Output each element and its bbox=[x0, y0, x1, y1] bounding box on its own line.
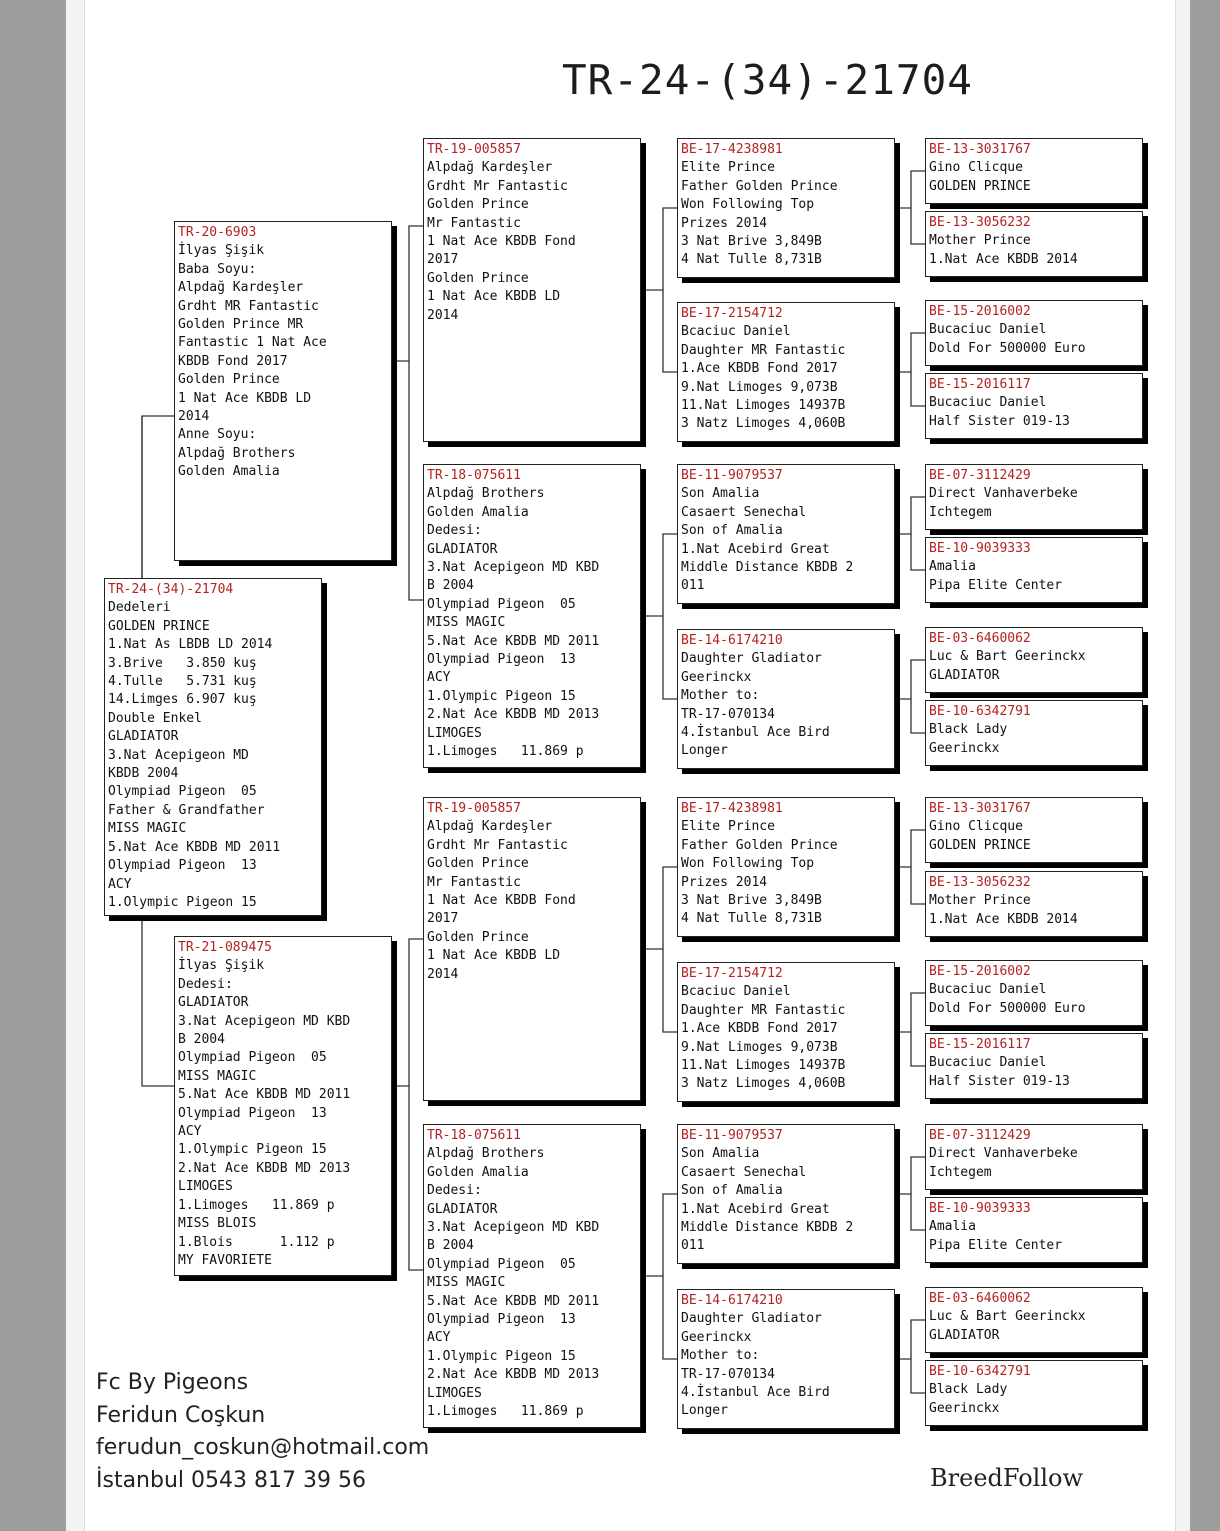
pedigree-line: Son of Amalia bbox=[681, 523, 783, 539]
pedigree-line: GLADIATOR bbox=[427, 1201, 498, 1217]
pedigree-line: MISS MAGIC bbox=[427, 1275, 506, 1291]
pedigree-card bbox=[925, 700, 1143, 766]
pedigree-line: Anne Soyu: bbox=[178, 427, 257, 443]
pedigree-line: 3.Nat Acepigeon MD bbox=[108, 747, 249, 763]
pedigree-line: Pipa Elite Center bbox=[929, 1237, 1063, 1253]
pedigree-line: Direct Vanhaverbeke bbox=[929, 486, 1078, 502]
ring-number: BE-11-9079537 bbox=[681, 1128, 783, 1143]
ring-number: BE-17-2154712 bbox=[681, 306, 783, 321]
pedigree-line: MISS MAGIC bbox=[427, 615, 506, 631]
pedigree-line: KBDB 2004 bbox=[108, 766, 179, 782]
ring-number: BE-03-6460062 bbox=[929, 1291, 1031, 1306]
page-title: TR-24-(34)-21704 bbox=[562, 56, 973, 104]
pedigree-line: 3 Natz Limoges 4,060B bbox=[681, 1076, 846, 1092]
pedigree-line: Father Golden Prince bbox=[681, 837, 838, 853]
pedigree-line: Mr Fantastic bbox=[427, 874, 521, 890]
pedigree-line: Bucaciuc Daniel bbox=[929, 1055, 1047, 1071]
pedigree-line: Alpdağ Brothers bbox=[427, 1146, 545, 1162]
ring-number: TR-20-6903 bbox=[178, 225, 257, 240]
pedigree-line: Daughter Gladiator bbox=[681, 1311, 822, 1327]
pedigree-card bbox=[925, 1360, 1143, 1426]
pedigree-line: 1.Ace KBDB Fond 2017 bbox=[681, 1021, 838, 1037]
pedigree-card bbox=[925, 464, 1143, 530]
pedigree-line: TR-17-070134 bbox=[681, 706, 775, 722]
pedigree-line: Golden Amalia bbox=[178, 464, 280, 480]
pedigree-line: Won Following Top bbox=[681, 197, 815, 213]
ring-number: BE-07-3112429 bbox=[929, 468, 1031, 483]
pedigree-line: Geerinckx bbox=[681, 1329, 752, 1345]
pedigree-line: Mother to: bbox=[681, 1348, 760, 1364]
pedigree-line: Mother Prince bbox=[929, 233, 1031, 249]
pedigree-line: Dedesi: bbox=[427, 523, 482, 539]
ring-number: BE-17-4238981 bbox=[681, 142, 783, 157]
pedigree-line: Olympiad Pigeon 13 bbox=[178, 1105, 327, 1121]
pedigree-card bbox=[677, 1289, 895, 1429]
pedigree-line: 9.Nat Limoges 9,073B bbox=[681, 1039, 838, 1055]
ring-number: BE-13-3056232 bbox=[929, 875, 1031, 890]
pedigree-line: 4.İstanbul Ace Bird bbox=[681, 725, 830, 741]
ring-number: BE-15-2016002 bbox=[929, 304, 1031, 319]
pedigree-line: 011 bbox=[681, 1238, 705, 1254]
pedigree-line: 1 Nat Ace KBDB LD bbox=[427, 289, 561, 305]
pedigree-line: KBDB Fond 2017 bbox=[178, 353, 288, 369]
ring-number: BE-17-4238981 bbox=[681, 801, 783, 816]
pedigree-card bbox=[677, 138, 895, 278]
pedigree-line: Amalia bbox=[929, 1219, 976, 1235]
pedigree-card bbox=[423, 138, 641, 442]
credit-name: Feridun Coşkun bbox=[96, 1402, 266, 1428]
pedigree-card bbox=[174, 221, 392, 561]
ring-number: TR-19-005857 bbox=[427, 801, 521, 816]
ring-number: BE-10-9039333 bbox=[929, 1201, 1031, 1216]
pedigree-line: GOLDEN PRINCE bbox=[929, 178, 1031, 194]
connector-line bbox=[911, 993, 925, 1066]
pedigree-line: Black Lady bbox=[929, 1382, 1008, 1398]
pedigree-line: B 2004 bbox=[427, 578, 474, 594]
pedigree-line: 3.Nat Acepigeon MD KBD bbox=[427, 1220, 600, 1236]
pedigree-line: Son Amalia bbox=[681, 486, 760, 502]
ring-number: BE-17-2154712 bbox=[681, 966, 783, 981]
pedigree-line: 3 Nat Brive 3,849B bbox=[681, 234, 822, 250]
pedigree-line: 3.Nat Acepigeon MD KBD bbox=[427, 560, 600, 576]
breedfollow-logo: BreedFollow bbox=[930, 1464, 1084, 1492]
pedigree-line: Gino Clicque bbox=[929, 819, 1023, 835]
pedigree-line: Alpdağ Kardeşler bbox=[427, 819, 553, 835]
pedigree-line: 2.Nat Ace KBDB MD 2013 bbox=[427, 1367, 600, 1383]
pedigree-line: 1.Nat As LBDB LD 2014 bbox=[108, 637, 273, 653]
pedigree-line: Alpdağ Brothers bbox=[178, 445, 296, 461]
pedigree-line: 11.Nat Limoges 14937B bbox=[681, 1058, 846, 1074]
pedigree-line: 4 Nat Tulle 8,731B bbox=[681, 911, 822, 927]
pedigree-line: TR-17-070134 bbox=[681, 1366, 775, 1382]
pedigree-line: 1 Nat Ace KBDB Fond bbox=[427, 893, 576, 909]
pedigree-card bbox=[423, 464, 641, 768]
pedigree-line: Dold For 500000 Euro bbox=[929, 340, 1086, 356]
pedigree-line: MISS MAGIC bbox=[108, 821, 187, 837]
pedigree-line: 14.Limges 6.907 kuş bbox=[108, 692, 257, 708]
ring-number: BE-03-6460062 bbox=[929, 631, 1031, 646]
pedigree-line: GLADIATOR bbox=[427, 541, 498, 557]
pedigree-line: 5.Nat Ace KBDB MD 2011 bbox=[427, 1293, 600, 1309]
pedigree-card bbox=[925, 1287, 1143, 1353]
breeder-credit bbox=[96, 1367, 429, 1497]
pedigree-line: GOLDEN PRINCE bbox=[929, 837, 1031, 853]
pedigree-line: Prizes 2014 bbox=[681, 874, 768, 890]
pedigree-line: 2.Nat Ace KBDB MD 2013 bbox=[178, 1160, 351, 1176]
pedigree-line: 1.Nat Ace KBDB 2014 bbox=[929, 911, 1078, 927]
pedigree-line: 2017 bbox=[427, 911, 459, 927]
pedigree-line: Dedesi: bbox=[178, 976, 233, 992]
pedigree-line: GLADIATOR bbox=[108, 729, 179, 745]
pedigree-line: 2017 bbox=[427, 252, 459, 268]
pedigree-line: 1.Olympic Pigeon 15 bbox=[108, 894, 257, 910]
pedigree-line: 1 Nat Ace KBDB Fond bbox=[427, 234, 576, 250]
pedigree-line: LIMOGES bbox=[427, 725, 482, 741]
pedigree-line: Olympiad Pigeon 05 bbox=[108, 784, 257, 800]
ring-number: BE-10-6342791 bbox=[929, 704, 1031, 719]
pedigree-line: 2.Nat Ace KBDB MD 2013 bbox=[427, 707, 600, 723]
pedigree-line: 3 Nat Brive 3,849B bbox=[681, 893, 822, 909]
pedigree-card bbox=[925, 1197, 1143, 1263]
pedigree-line: Bucaciuc Daniel bbox=[929, 395, 1047, 411]
ring-number: TR-19-005857 bbox=[427, 142, 521, 157]
pedigree-line: Gino Clicque bbox=[929, 160, 1023, 176]
pedigree-line: Son of Amalia bbox=[681, 1183, 783, 1199]
connector-line bbox=[911, 497, 925, 570]
pedigree-line: MISS BLOIS bbox=[178, 1216, 257, 1232]
ring-number: BE-11-9079537 bbox=[681, 468, 783, 483]
pedigree-line: Ichtegem bbox=[929, 504, 992, 520]
connector-line bbox=[911, 830, 925, 904]
pedigree-card bbox=[174, 936, 392, 1276]
connector-line bbox=[663, 867, 677, 1032]
pedigree-line: Dedeleri bbox=[108, 600, 171, 616]
connector-line bbox=[409, 939, 423, 1270]
pedigree-line: Baba Soyu: bbox=[178, 261, 257, 277]
connector-line bbox=[663, 208, 677, 372]
ring-number: BE-15-2016002 bbox=[929, 964, 1031, 979]
pedigree-line: 1.Olympic Pigeon 15 bbox=[427, 1348, 576, 1364]
pedigree-line: ACY bbox=[427, 670, 451, 686]
pedigree-line: 1.Olympic Pigeon 15 bbox=[427, 688, 576, 704]
pedigree-line: Grdht Mr Fantastic bbox=[427, 178, 568, 194]
pedigree-card bbox=[925, 627, 1143, 693]
pedigree-card bbox=[925, 1124, 1143, 1190]
pedigree-line: Golden Prince MR bbox=[178, 317, 304, 333]
pedigree-card bbox=[925, 960, 1143, 1026]
pedigree-line: Dedesi: bbox=[427, 1183, 482, 1199]
pedigree-line: 1.Limoges 11.869 p bbox=[427, 1404, 584, 1420]
pedigree-line: Middle Distance KBDB 2 bbox=[681, 1220, 854, 1236]
connector-line bbox=[911, 1157, 925, 1230]
pedigree-line: Luc & Bart Geerinckx bbox=[929, 1309, 1086, 1325]
pedigree-line: 1.Limoges 11.869 p bbox=[178, 1197, 335, 1213]
pedigree-line: Golden Prince bbox=[427, 856, 529, 872]
pedigree-line: 1.Blois 1.112 p bbox=[178, 1234, 335, 1250]
ring-number: BE-13-3056232 bbox=[929, 215, 1031, 230]
pedigree-line: 11.Nat Limoges 14937B bbox=[681, 398, 846, 414]
pedigree-line: Longer bbox=[681, 1403, 728, 1419]
ring-number: BE-15-2016117 bbox=[929, 1037, 1031, 1052]
pedigree-line: Bucaciuc Daniel bbox=[929, 982, 1047, 998]
credit-club: Fc By Pigeons bbox=[96, 1370, 249, 1395]
pedigree-line: 4 Nat Tulle 8,731B bbox=[681, 252, 822, 268]
ring-number: BE-13-3031767 bbox=[929, 142, 1031, 157]
ring-number: TR-18-075611 bbox=[427, 468, 521, 483]
pedigree-line: Golden Prince bbox=[427, 929, 529, 945]
pedigree-line: Mr Fantastic bbox=[427, 215, 521, 231]
pedigree-line: Casaert Senechal bbox=[681, 1164, 807, 1180]
pedigree-card bbox=[925, 871, 1143, 937]
ring-number: TR-21-089475 bbox=[178, 940, 272, 955]
pedigree-line: Middle Distance KBDB 2 bbox=[681, 560, 854, 576]
credit-phone: İstanbul 0543 817 39 56 bbox=[96, 1467, 366, 1493]
connector-line bbox=[911, 660, 925, 733]
ring-number: BE-15-2016117 bbox=[929, 377, 1031, 392]
ring-number: BE-14-6174210 bbox=[681, 1293, 783, 1308]
pedigree-line: 1.Olympic Pigeon 15 bbox=[178, 1142, 327, 1158]
pedigree-line: Won Following Top bbox=[681, 856, 815, 872]
pedigree-line: Prizes 2014 bbox=[681, 215, 768, 231]
connector-line bbox=[663, 1194, 677, 1359]
pedigree-line: Luc & Bart Geerinckx bbox=[929, 649, 1086, 665]
pedigree-line: Alpdağ Brothers bbox=[427, 486, 545, 502]
pedigree-line: Daughter Gladiator bbox=[681, 651, 822, 667]
pedigree-line: 2014 bbox=[178, 409, 210, 425]
pedigree-line: Mother Prince bbox=[929, 893, 1031, 909]
pedigree-line: Bcaciuc Daniel bbox=[681, 984, 791, 1000]
pedigree-card bbox=[677, 1124, 895, 1264]
pedigree-line: Bucaciuc Daniel bbox=[929, 322, 1047, 338]
ring-number: BE-13-3031767 bbox=[929, 801, 1031, 816]
ring-number: BE-10-9039333 bbox=[929, 541, 1031, 556]
pedigree-card bbox=[925, 797, 1143, 863]
pedigree-line: 4.İstanbul Ace Bird bbox=[681, 1385, 830, 1401]
pedigree-line: Golden Prince bbox=[427, 270, 529, 286]
ring-number: BE-14-6174210 bbox=[681, 633, 783, 648]
pedigree-line: 1.Limoges 11.869 p bbox=[427, 744, 584, 760]
pedigree-line: LIMOGES bbox=[427, 1385, 482, 1401]
pedigree-line: Olympiad Pigeon 05 bbox=[427, 596, 576, 612]
pedigree-line: Pipa Elite Center bbox=[929, 577, 1063, 593]
pedigree-line: Mother to: bbox=[681, 688, 760, 704]
pedigree-line: 1.Nat Ace KBDB 2014 bbox=[929, 251, 1078, 267]
pedigree-line: 4.Tulle 5.731 kuş bbox=[108, 674, 257, 690]
pedigree-line: MY FAVORIETE bbox=[178, 1252, 272, 1268]
pedigree-line: Double Enkel bbox=[108, 710, 202, 726]
pedigree-line: 1.Ace KBDB Fond 2017 bbox=[681, 361, 838, 377]
connector-line bbox=[911, 171, 925, 244]
pedigree-line: Geerinckx bbox=[929, 1400, 1000, 1416]
pedigree-card bbox=[925, 300, 1143, 366]
pedigree-line: Alpdağ Kardeşler bbox=[427, 160, 553, 176]
pedigree-line: Bcaciuc Daniel bbox=[681, 324, 791, 340]
pedigree-card bbox=[104, 578, 322, 916]
pedigree-line: ACY bbox=[427, 1330, 451, 1346]
pedigree-line: Casaert Senechal bbox=[681, 504, 807, 520]
pedigree-line: Olympiad Pigeon 13 bbox=[108, 858, 257, 874]
pedigree-card bbox=[925, 138, 1143, 204]
pedigree-line: Longer bbox=[681, 743, 728, 759]
pedigree-line: B 2004 bbox=[178, 1032, 225, 1048]
pedigree-line: GLADIATOR bbox=[178, 995, 249, 1011]
pedigree-line: Father Golden Prince bbox=[681, 178, 838, 194]
pedigree-line: 011 bbox=[681, 578, 705, 594]
pedigree-line: Direct Vanhaverbeke bbox=[929, 1146, 1078, 1162]
pedigree-line: Amalia bbox=[929, 559, 976, 575]
connector-line bbox=[409, 226, 423, 600]
pedigree-line: GOLDEN PRINCE bbox=[108, 618, 210, 634]
pedigree-line: İlyas Şişik bbox=[178, 958, 265, 974]
pedigree-line: MISS MAGIC bbox=[178, 1068, 257, 1084]
pedigree-line: 5.Nat Ace KBDB MD 2011 bbox=[178, 1087, 351, 1103]
pedigree-line: LIMOGES bbox=[178, 1179, 233, 1195]
pedigree-card bbox=[925, 537, 1143, 603]
pedigree-line: Son Amalia bbox=[681, 1146, 760, 1162]
pedigree-card bbox=[677, 464, 895, 604]
pedigree-line: ACY bbox=[178, 1124, 202, 1140]
connector-line bbox=[911, 1320, 925, 1393]
credit-email: ferudun_coskun@hotmail.com bbox=[96, 1435, 430, 1460]
pedigree-line: İlyas Şişik bbox=[178, 243, 265, 259]
ring-number: TR-24-(34)-21704 bbox=[108, 582, 234, 597]
pedigree-card bbox=[423, 797, 641, 1101]
pedigree-line: Olympiad Pigeon 05 bbox=[427, 1256, 576, 1272]
pedigree-line: 1 Nat Ace KBDB LD bbox=[427, 948, 561, 964]
pedigree-card bbox=[925, 373, 1143, 439]
pedigree-line: 1.Nat Acebird Great bbox=[681, 541, 830, 557]
pedigree-page bbox=[66, 0, 1190, 1531]
pedigree-line: Grdht MR Fantastic bbox=[178, 298, 319, 314]
pedigree-line: Grdht Mr Fantastic bbox=[427, 837, 568, 853]
pedigree-line: Alpdağ Kardeşler bbox=[178, 280, 304, 296]
pedigree-line: Olympiad Pigeon 13 bbox=[427, 1312, 576, 1328]
pedigree-line: Elite Prince bbox=[681, 160, 775, 176]
ring-number: BE-07-3112429 bbox=[929, 1128, 1031, 1143]
connector-line bbox=[911, 333, 925, 406]
pedigree-card bbox=[423, 1124, 641, 1428]
pedigree-line: Golden Amalia bbox=[427, 1164, 529, 1180]
pedigree-line: Golden Prince bbox=[427, 197, 529, 213]
pedigree-line: Fantastic 1 Nat Ace bbox=[178, 335, 327, 351]
pedigree-card bbox=[677, 629, 895, 769]
ring-number: BE-10-6342791 bbox=[929, 1364, 1031, 1379]
pedigree-line: Golden Amalia bbox=[427, 504, 529, 520]
pedigree-card bbox=[677, 962, 895, 1102]
pedigree-line: GLADIATOR bbox=[929, 1327, 1000, 1343]
pedigree-line: 5.Nat Ace KBDB MD 2011 bbox=[427, 633, 600, 649]
pedigree-line: 5.Nat Ace KBDB MD 2011 bbox=[108, 839, 281, 855]
pedigree-line: Half Sister 019-13 bbox=[929, 413, 1070, 429]
pedigree-line: Geerinckx bbox=[929, 740, 1000, 756]
pedigree-line: 3.Nat Acepigeon MD KBD bbox=[178, 1013, 351, 1029]
pedigree-line: 3 Natz Limoges 4,060B bbox=[681, 416, 846, 432]
pedigree-line: Olympiad Pigeon 13 bbox=[427, 652, 576, 668]
pedigree-line: B 2004 bbox=[427, 1238, 474, 1254]
pedigree-line: GLADIATOR bbox=[929, 667, 1000, 683]
pedigree-line: Daughter MR Fantastic bbox=[681, 1002, 846, 1018]
pedigree-line: Black Lady bbox=[929, 722, 1008, 738]
ring-number: TR-18-075611 bbox=[427, 1128, 521, 1143]
pedigree-line: Dold For 500000 Euro bbox=[929, 1000, 1086, 1016]
pedigree-line: Daughter MR Fantastic bbox=[681, 342, 846, 358]
pedigree-line: 1 Nat Ace KBDB LD bbox=[178, 390, 312, 406]
pedigree-line: 9.Nat Limoges 9,073B bbox=[681, 379, 838, 395]
pedigree-line: 2014 bbox=[427, 307, 459, 323]
pedigree-card bbox=[925, 1033, 1143, 1099]
connector-line bbox=[663, 534, 677, 699]
pedigree-line: Father & Grandfather bbox=[108, 802, 265, 818]
pedigree-line: Half Sister 019-13 bbox=[929, 1073, 1070, 1089]
pedigree-line: ACY bbox=[108, 876, 132, 892]
pedigree-line: 3.Brive 3.850 kuş bbox=[108, 655, 257, 671]
pedigree-line: Olympiad Pigeon 05 bbox=[178, 1050, 327, 1066]
pedigree-line: Geerinckx bbox=[681, 669, 752, 685]
pedigree-card bbox=[677, 797, 895, 937]
pedigree-line: 2014 bbox=[427, 966, 459, 982]
pedigree-card bbox=[677, 302, 895, 442]
pedigree-line: Golden Prince bbox=[178, 372, 280, 388]
pedigree-card bbox=[925, 211, 1143, 277]
pedigree-line: Ichtegem bbox=[929, 1164, 992, 1180]
pedigree-line: Elite Prince bbox=[681, 819, 775, 835]
pedigree-line: 1.Nat Acebird Great bbox=[681, 1201, 830, 1217]
